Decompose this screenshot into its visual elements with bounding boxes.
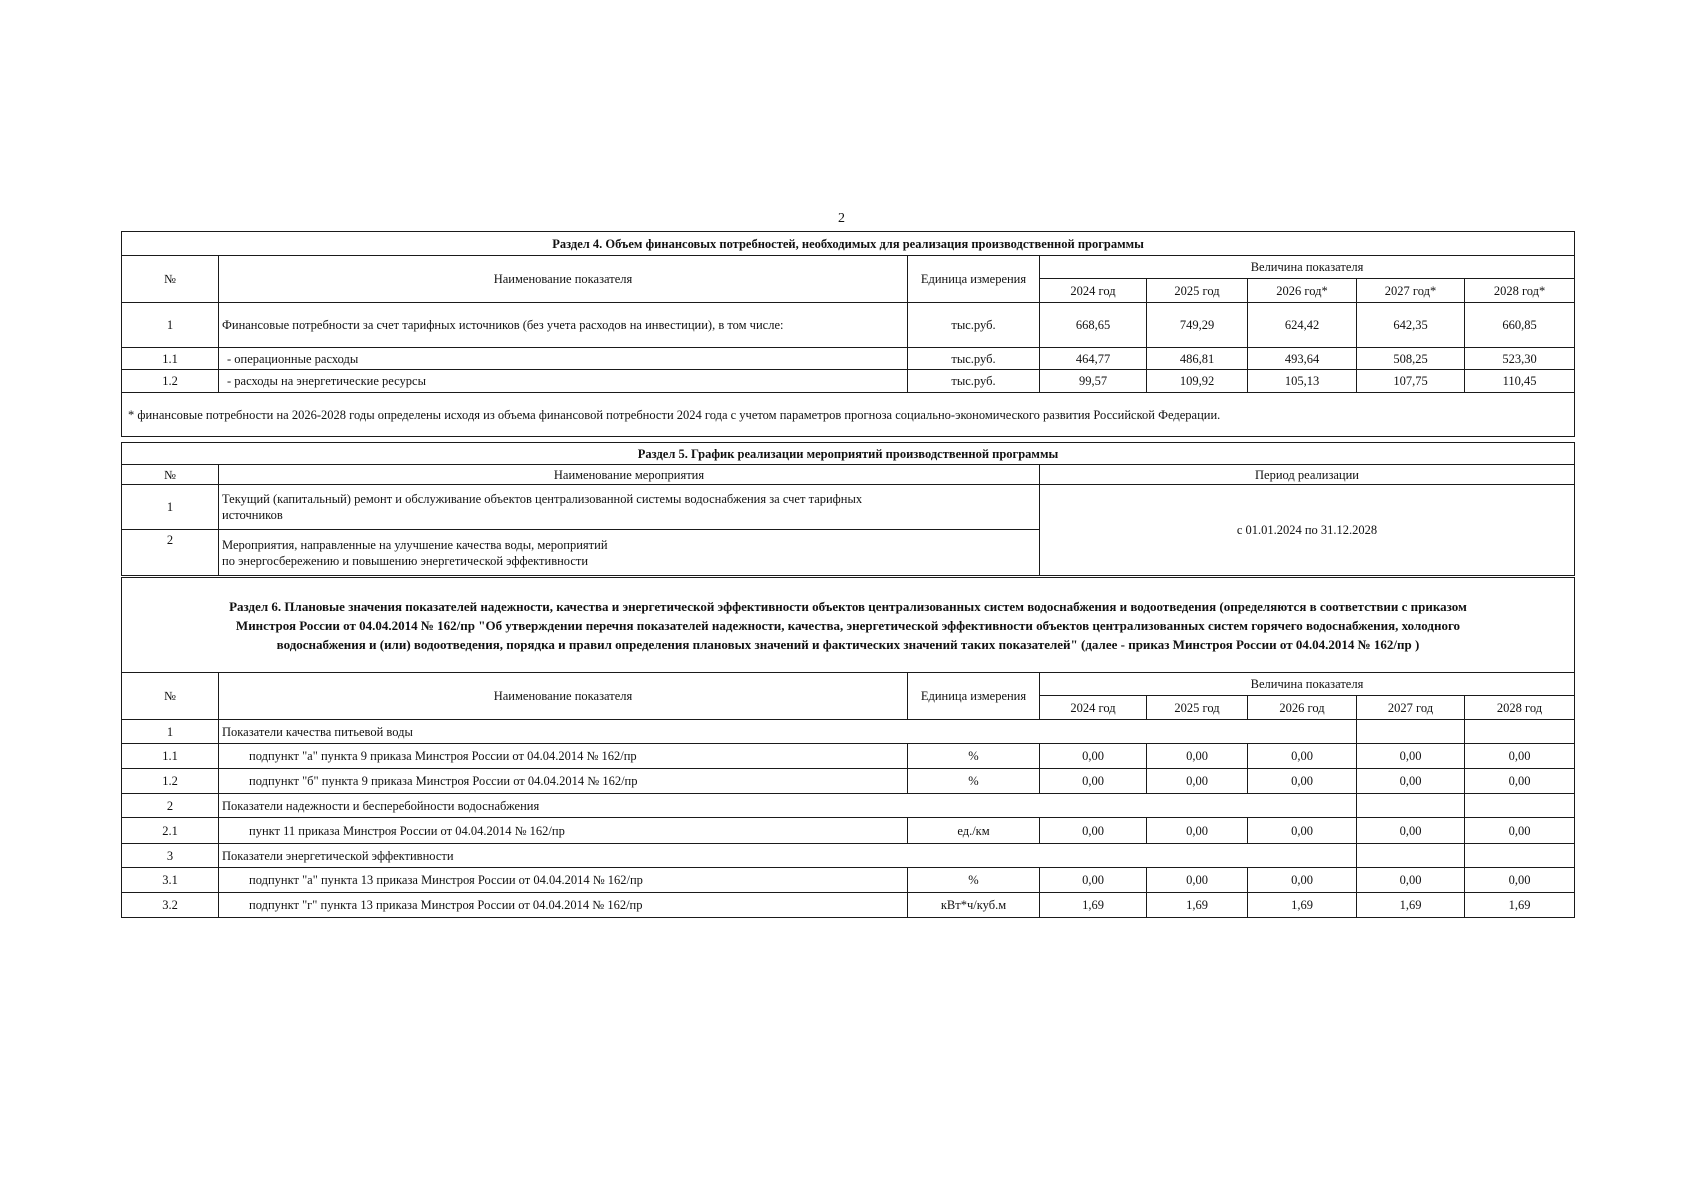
page-number: 2 bbox=[838, 211, 845, 226]
row-value: 523,30 bbox=[1465, 348, 1575, 370]
row-number: 1 bbox=[122, 485, 219, 530]
table-row bbox=[122, 370, 1575, 393]
group-row bbox=[122, 720, 1575, 744]
col-name-header: Наименование мероприятия bbox=[219, 465, 1040, 485]
section6-title-line: Раздел 6. Плановые значения показателей надежности, качества и энергетической эффективности объектов централизованных систем водоснабжения и водоотведения (определяются в соответствии с приказом bbox=[229, 598, 1467, 614]
row-name bbox=[219, 485, 1040, 530]
row-value: 0,00 bbox=[1147, 744, 1248, 769]
row-value: 107,75 bbox=[1357, 370, 1465, 393]
row-unit: тыс.руб. bbox=[908, 348, 1040, 370]
row-number: 1.2 bbox=[122, 769, 219, 794]
row-unit: тыс.руб. bbox=[908, 303, 1040, 348]
table-row bbox=[122, 348, 1575, 370]
year-header: 2026 год* bbox=[1248, 279, 1357, 303]
year-header: 2027 год* bbox=[1357, 279, 1465, 303]
col-no-header: № bbox=[122, 256, 219, 303]
row-name: подпункт "а" пункта 9 приказа Минстроя России от 04.04.2014 № 162/пр bbox=[219, 744, 908, 769]
row-unit: % bbox=[908, 868, 1040, 893]
row-value: 0,00 bbox=[1465, 744, 1575, 769]
row-unit: ед./км bbox=[908, 818, 1040, 844]
row-name-line: Мероприятия, направленные на улучшение качества воды, мероприятий bbox=[222, 537, 608, 552]
section6-title-table bbox=[121, 577, 1575, 673]
year-header: 2028 год* bbox=[1465, 279, 1575, 303]
row-unit: тыс.руб. bbox=[908, 370, 1040, 393]
section4-title: Раздел 4. Объем финансовых потребностей, необходимых для реализация производственной программы bbox=[122, 232, 1575, 256]
row-value: 1,69 bbox=[1040, 893, 1147, 918]
period-value: с 01.01.2024 по 31.12.2028 bbox=[1040, 485, 1575, 576]
group-number: 3 bbox=[122, 844, 219, 868]
row-name: пункт 11 приказа Минстроя России от 04.04.2014 № 162/пр bbox=[219, 818, 908, 844]
row-number: 1.1 bbox=[122, 744, 219, 769]
row-number: 1 bbox=[122, 303, 219, 348]
row-unit: % bbox=[908, 769, 1040, 794]
section4-footnote: * финансовые потребности на 2026-2028 годы определены исходя из объема финансовой потребности 2024 года с учетом параметров прогноза социально-экономического развития Российской Федерации. bbox=[122, 393, 1575, 437]
section5-title: Раздел 5. График реализации мероприятий производственной программы bbox=[122, 443, 1575, 465]
row-value: 0,00 bbox=[1248, 818, 1357, 844]
table-row bbox=[122, 818, 1575, 844]
row-name: подпункт "б" пункта 9 приказа Минстроя России от 04.04.2014 № 162/пр bbox=[219, 769, 908, 794]
row-value: 1,69 bbox=[1357, 893, 1465, 918]
row-value: 624,42 bbox=[1248, 303, 1357, 348]
section6-title bbox=[122, 578, 1575, 673]
row-value: 0,00 bbox=[1465, 818, 1575, 844]
table-row bbox=[122, 893, 1575, 918]
row-number: 3.2 bbox=[122, 893, 219, 918]
col-value-header: Величина показателя bbox=[1040, 256, 1575, 279]
row-value: 493,64 bbox=[1248, 348, 1357, 370]
group-number: 2 bbox=[122, 794, 219, 818]
row-value: 0,00 bbox=[1040, 744, 1147, 769]
row-value: 464,77 bbox=[1040, 348, 1147, 370]
row-number: 2.1 bbox=[122, 818, 219, 844]
row-name: подпункт "г" пункта 13 приказа Минстроя России от 04.04.2014 № 162/пр bbox=[219, 893, 908, 918]
row-value: 0,00 bbox=[1147, 818, 1248, 844]
section5-table bbox=[121, 442, 1575, 576]
row-name-line: Текущий (капитальный) ремонт и обслуживание объектов централизованной системы водоснабжения за счет тарифных bbox=[222, 492, 863, 506]
col-no-header: № bbox=[122, 673, 219, 720]
group-name: Показатели качества питьевой воды bbox=[219, 720, 1357, 744]
year-header: 2024 год bbox=[1040, 696, 1147, 720]
col-value-header: Величина показателя bbox=[1040, 673, 1575, 696]
year-header: 2028 год bbox=[1465, 696, 1575, 720]
row-value: 0,00 bbox=[1357, 818, 1465, 844]
row-name: Финансовые потребности за счет тарифных источников (без учета расходов на инвестиции), в том числе: bbox=[219, 303, 908, 348]
row-name-line: по энергосбережению и повышению энергетической эффективности bbox=[222, 553, 589, 568]
section6-table bbox=[121, 672, 1575, 918]
table-row bbox=[122, 744, 1575, 769]
year-header: 2026 год bbox=[1248, 696, 1357, 720]
table-row bbox=[122, 485, 1575, 530]
row-value: 1,69 bbox=[1147, 893, 1248, 918]
row-value: 1,69 bbox=[1465, 893, 1575, 918]
group-name: Показатели надежности и бесперебойности водоснабжения bbox=[219, 794, 1357, 818]
col-period-header: Период реализации bbox=[1040, 465, 1575, 485]
row-value: 1,69 bbox=[1248, 893, 1357, 918]
row-value: 0,00 bbox=[1465, 868, 1575, 893]
group-row bbox=[122, 844, 1575, 868]
col-name-header: Наименование показателя bbox=[219, 673, 908, 720]
row-value: 0,00 bbox=[1248, 769, 1357, 794]
row-unit: кВт*ч/куб.м bbox=[908, 893, 1040, 918]
row-value: 668,65 bbox=[1040, 303, 1147, 348]
empty-cell bbox=[1357, 720, 1465, 744]
row-name: подпункт "а" пункта 13 приказа Минстроя России от 04.04.2014 № 162/пр bbox=[219, 868, 908, 893]
row-name: - операционные расходы bbox=[219, 348, 908, 370]
section4-table bbox=[121, 231, 1575, 437]
row-name: - расходы на энергетические ресурсы bbox=[219, 370, 908, 393]
row-number: 2 bbox=[122, 530, 219, 576]
col-no-header: № bbox=[122, 465, 219, 485]
year-header: 2025 год bbox=[1147, 279, 1248, 303]
row-name bbox=[219, 530, 1040, 576]
row-value: 0,00 bbox=[1357, 868, 1465, 893]
col-unit-header: Единица измерения bbox=[908, 673, 1040, 720]
empty-cell bbox=[1465, 794, 1575, 818]
row-value: 105,13 bbox=[1248, 370, 1357, 393]
row-number: 1.1 bbox=[122, 348, 219, 370]
empty-cell bbox=[1465, 720, 1575, 744]
row-value: 0,00 bbox=[1040, 818, 1147, 844]
row-number: 3.1 bbox=[122, 868, 219, 893]
empty-cell bbox=[1357, 844, 1465, 868]
empty-cell bbox=[1465, 844, 1575, 868]
row-unit: % bbox=[908, 744, 1040, 769]
group-number: 1 bbox=[122, 720, 219, 744]
year-header: 2024 год bbox=[1040, 279, 1147, 303]
year-header: 2025 год bbox=[1147, 696, 1248, 720]
year-header: 2027 год bbox=[1357, 696, 1465, 720]
row-value: 0,00 bbox=[1248, 868, 1357, 893]
col-name-header: Наименование показателя bbox=[219, 256, 908, 303]
row-value: 486,81 bbox=[1147, 348, 1248, 370]
table-row bbox=[122, 769, 1575, 794]
col-unit-header: Единица измерения bbox=[908, 256, 1040, 303]
group-name: Показатели энергетической эффективности bbox=[219, 844, 1357, 868]
row-value: 0,00 bbox=[1040, 769, 1147, 794]
row-value: 0,00 bbox=[1357, 744, 1465, 769]
row-value: 110,45 bbox=[1465, 370, 1575, 393]
row-value: 0,00 bbox=[1147, 769, 1248, 794]
row-value: 508,25 bbox=[1357, 348, 1465, 370]
table-row bbox=[122, 303, 1575, 348]
row-value: 749,29 bbox=[1147, 303, 1248, 348]
row-value: 0,00 bbox=[1147, 868, 1248, 893]
row-value: 0,00 bbox=[1465, 769, 1575, 794]
row-value: 99,57 bbox=[1040, 370, 1147, 393]
row-value: 660,85 bbox=[1465, 303, 1575, 348]
row-value: 0,00 bbox=[1040, 868, 1147, 893]
section6-title-line: Минстроя России от 04.04.2014 № 162/пр "Об утверждении перечня показателей надежности, качества, энергетической эффективности объектов централизованных систем горячего водоснабжения, холодного bbox=[235, 617, 1461, 633]
row-value: 642,35 bbox=[1357, 303, 1465, 348]
row-name-line: источников bbox=[222, 508, 283, 522]
row-number: 1.2 bbox=[122, 370, 219, 393]
empty-cell bbox=[1357, 794, 1465, 818]
row-value: 109,92 bbox=[1147, 370, 1248, 393]
row-value: 0,00 bbox=[1357, 769, 1465, 794]
table-row bbox=[122, 868, 1575, 893]
group-row bbox=[122, 794, 1575, 818]
row-value: 0,00 bbox=[1248, 744, 1357, 769]
section6-title-line: водоснабжения и (или) водоотведения, порядка и правил определения плановых значений и фактических значений таких показателей" (далее - приказ Минстроя России от 04.04.2014 № 162/пр ) bbox=[276, 636, 1420, 652]
